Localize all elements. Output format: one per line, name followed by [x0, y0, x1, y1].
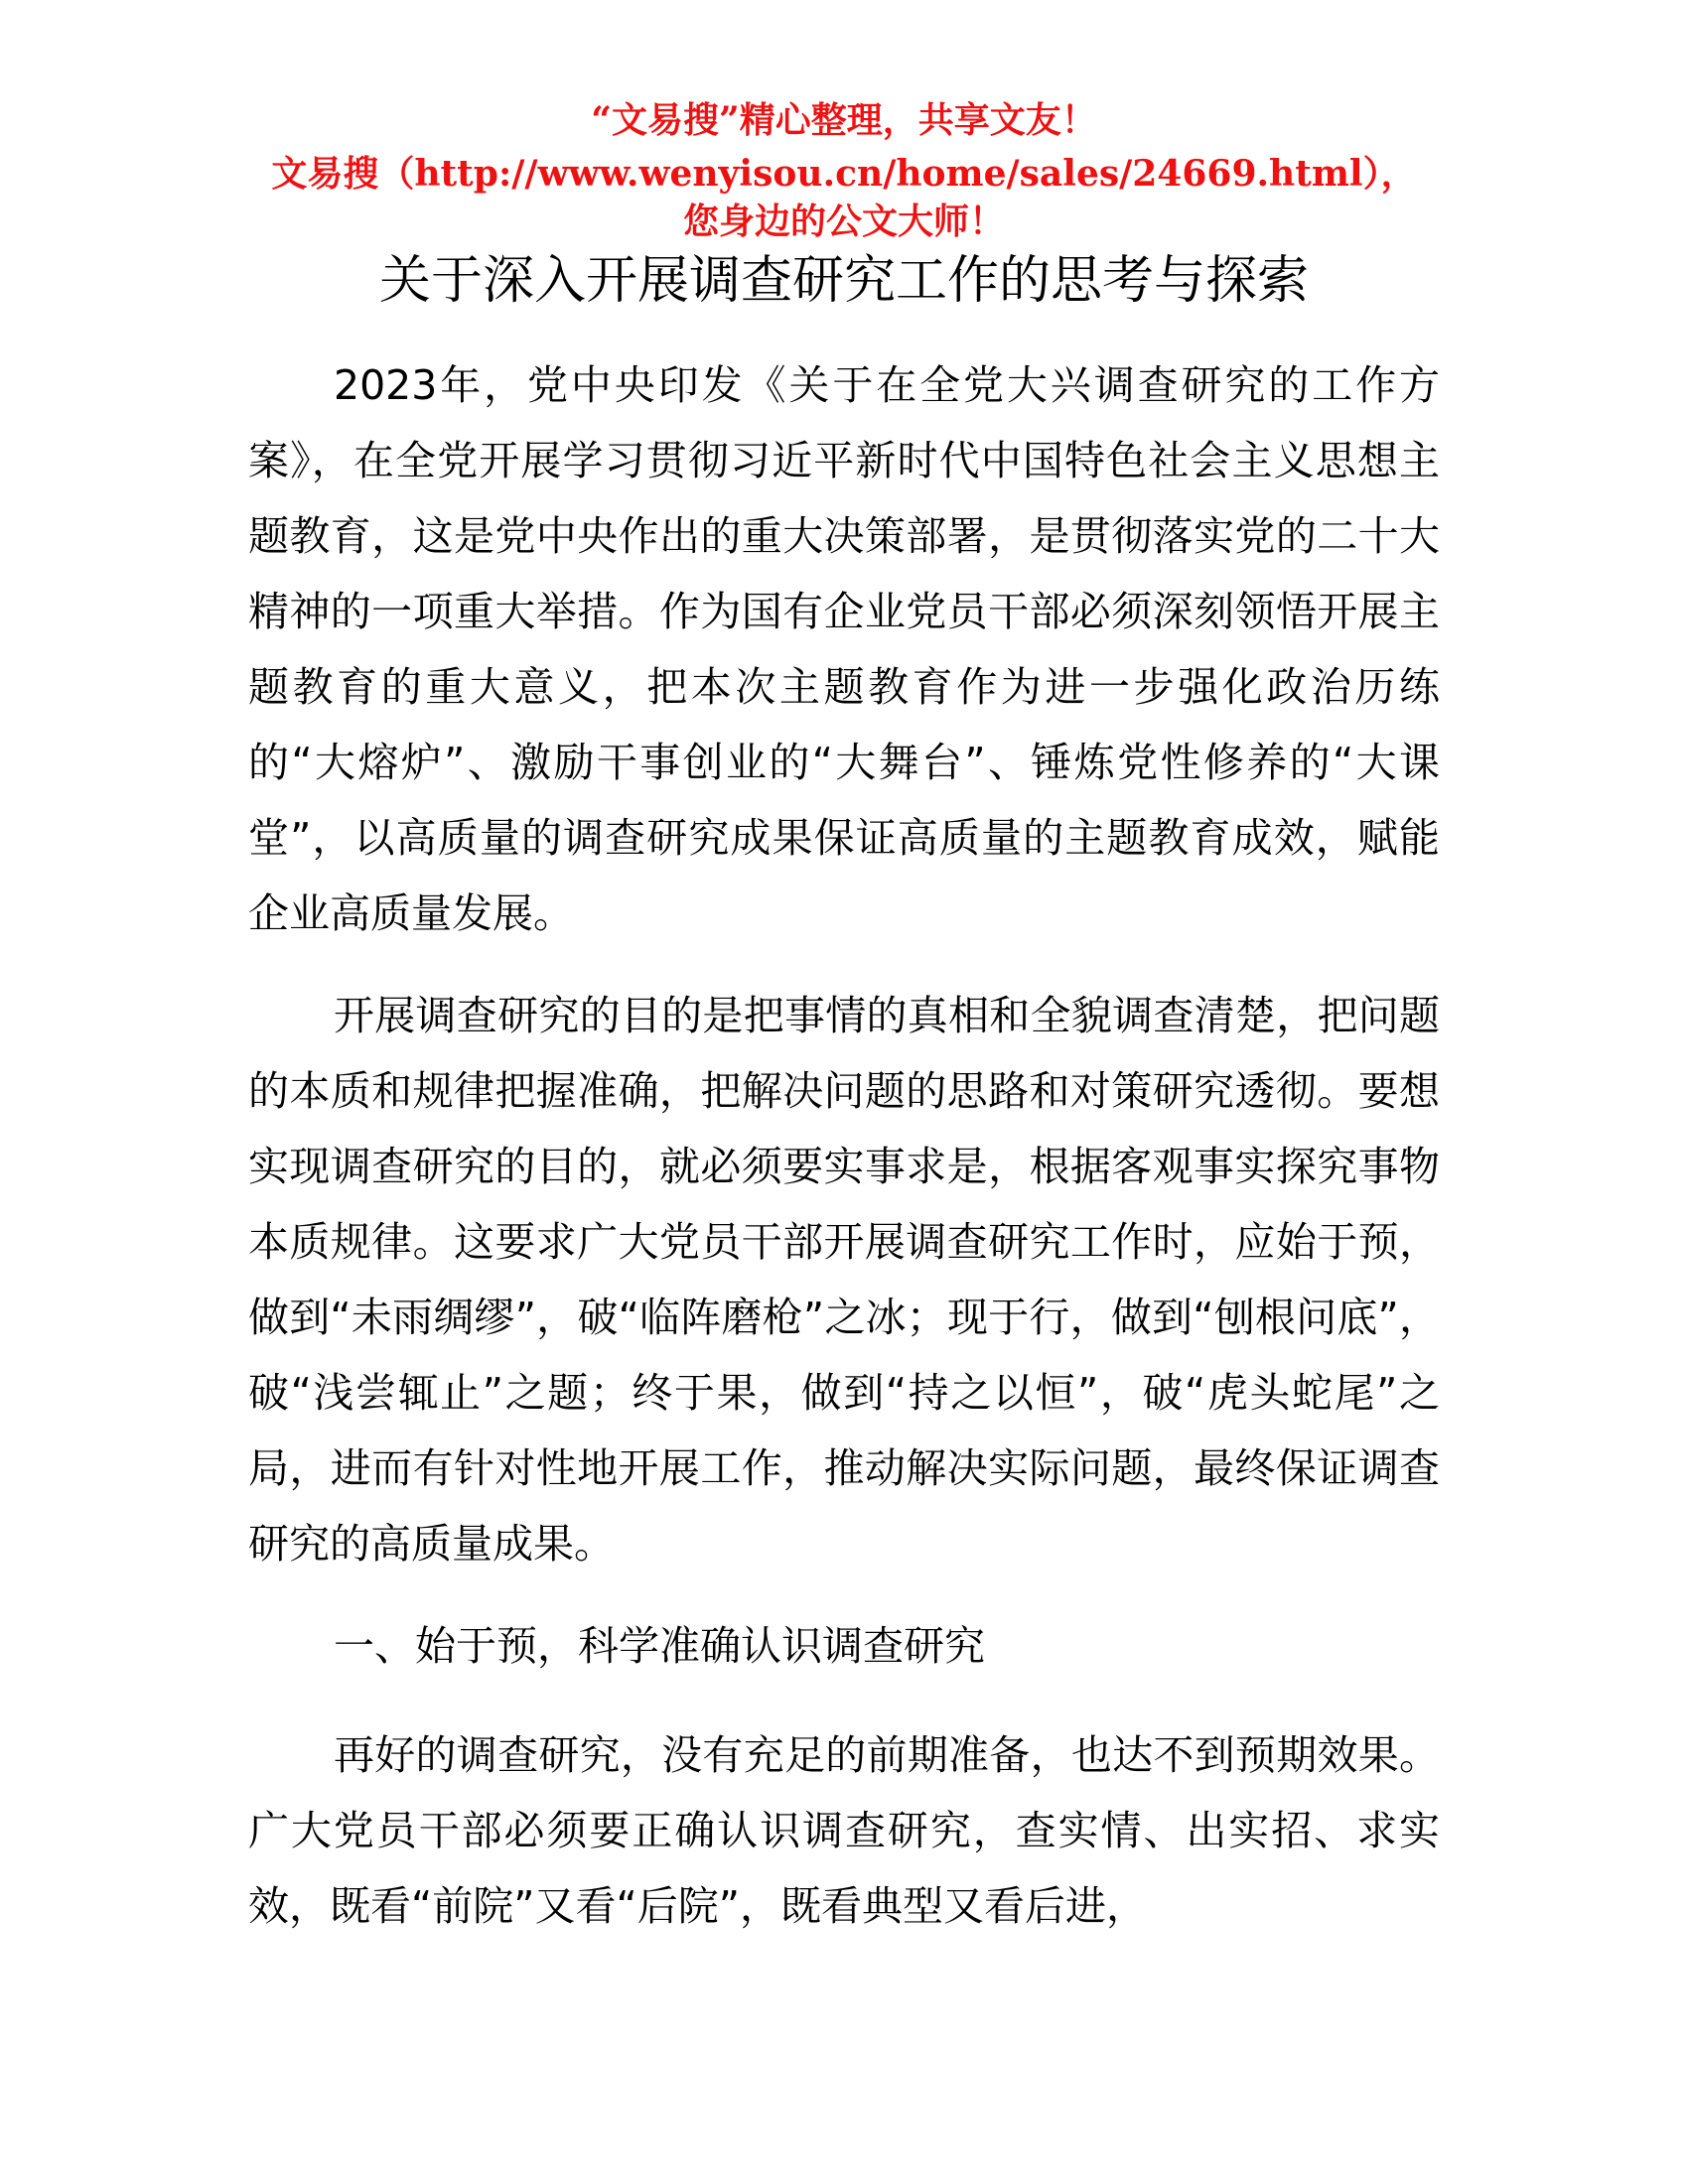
- paragraph-2: 开展调查研究的目的是把事情的真相和全貌调查清楚，把问题的本质和规律把握准确，把解决问题的思路和对策研究透彻。要想实现调查研究的目的，就必须要实事求是，根据客观事实探究事物本质规律。这要求广大党员干部开展调查研究工作时，应始于预，做到“未雨绸缪”，破“临阵磨枪”之冰；现于行，做到“刨根问底”，破“浅尝辄止”之题；终于果，做到“持之以恒”，破“虎头蛇尾”之局，进而有针对性地开展工作，推动解决实际问题，最终保证调查研究的高质量成果。: [248, 992, 1440, 1568]
- paragraph-1: 2023年，党中央印发《关于在全党大兴调查研究的工作方案》，在全党开展学习贯彻习近平新时代中国特色社会主义思想主题教育，这是党中央作出的重大决策部署，是贯彻落实党的二十大精神的一项重大举措。作为国有企业党员干部必须深刻领悟开展主题教育的重大意义，把本次主题教育作为进一步强化政治历练的“大熔炉”、激励干事创业的“大舞台”、锤炼党性修养的“大课堂”，以高质量的调查研究成果保证高质量的主题教育成效，赋能企业高质量发展。: [248, 361, 1440, 937]
- promo-line-3: 您身边的公文大师！: [682, 201, 1005, 242]
- promo-line-2-link[interactable]: 文易搜（http://www.wenyisou.cn/home/sales/24669.html），: [271, 153, 1417, 195]
- promo-line-1: “文易搜”精心整理，共享文友！: [591, 99, 1097, 141]
- paragraph-3: 再好的调查研究，没有充足的前期准备，也达不到预期效果。广大党员干部必须要正确认识调查研究，查实情、出实招、求实效，既看“前院”又看“后院”，既看典型又看后进，: [248, 1731, 1440, 1930]
- section-heading-1: 一、始于预，科学准确认识调查研究: [334, 1622, 985, 1670]
- document-title: 关于深入开展调查研究工作的思考与探索: [378, 251, 1309, 311]
